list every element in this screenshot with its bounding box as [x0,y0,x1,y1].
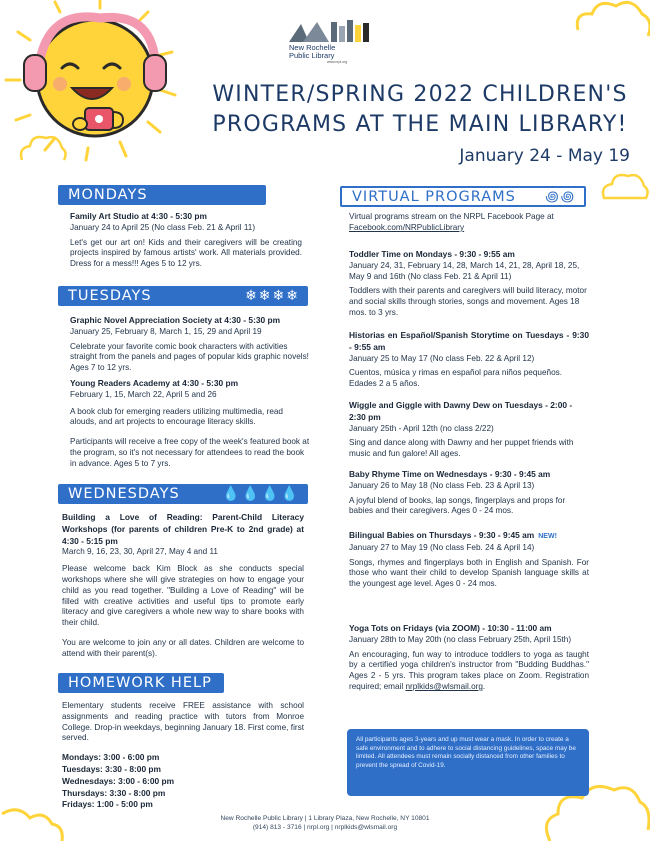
program-description: An encouraging, fun way to introduce toddlers to yoga as taught by a certified yoga children's instructor from "Budding Buddhas." Ages 2 - 5 yrs. This program takes place on Zoom. Registration required; email [349,649,589,691]
raindrop-icon: 💧💧💧💧 [222,486,300,502]
program-dates: January 28th to May 20th (no class February 25th, April 15th) [349,634,572,644]
cloud-icon [18,130,68,170]
program-description: A joyful blend of books, lap songs, fingerplays and props for babies and their caregivers. Ages 0 - 24 mos. [349,495,566,516]
program-dates: January 26 to May 18 (No class Feb. 23 & April 13) [349,480,535,490]
homework-hours-item: Fridays: 1:00 - 5:00 pm [62,799,153,810]
library-site: www.nrpl.org [327,60,348,64]
homework-hours-item: Tuesdays: 3:30 - 8:00 pm [62,763,161,774]
tuesdays-program-2 [70,378,310,470]
email-link[interactable]: nrplkids@wlsmail.org [405,681,483,691]
program-title: Young Readers Academy at 4:30 - 5:30 pm [70,378,239,388]
program-title: Bilingual Babies on Thursdays - 9:30 - 9:45 am [349,530,535,540]
program-title: Historias en Español/Spanish Storytime on Tuesdays - 9:30 - 9:55 am [349,330,589,352]
mondays-program-1 [70,211,302,270]
program-title: Yoga Tots on Fridays (via ZOOM) - 10:30 - 11:00 am [349,623,552,633]
homework-description: Elementary students receive FREE assistance with school assignments and reading practice with tutors from Monroe College. Drop-in weekdays, beginning January 18. First come, first served. [62,701,304,743]
homework-banner [58,673,224,693]
swirl-icon: ꩜꩜ [545,188,576,205]
library-logo-icon [289,20,373,42]
program-dates: February 1, 15, March 22, April 5 and 26 [70,389,217,399]
virtual-program-3 [349,400,589,460]
library-name-line2: Public Library [289,51,335,60]
homework-section [62,701,304,811]
virtual-intro [349,212,589,234]
page-title-line1: WINTER/SPRING 2022 CHILDREN'S [212,82,628,107]
virtual-heading: VIRTUAL PROGRAMS [352,188,516,205]
program-dates: January 25th - April 12th (no class 2/22) [349,423,494,433]
virtual-program-5 [349,530,589,590]
page-title-line2: PROGRAMS AT THE MAIN LIBRARY! [212,112,628,137]
program-description: Celebrate your favorite comic book characters with activities straight from the panels and pages of popular kids graphic novels! Ages 7 to 12 yrs. [70,341,309,373]
tuesdays-heading: TUESDAYS [68,288,152,304]
program-dates: January 24, 31, February 14, 28, March 14, 21, 28, April 18, 25, May 9 and 16th (No class Feb. 21 & April 11) [349,260,580,281]
facebook-link[interactable]: Facebook.com/NRPublicLibrary [349,222,465,232]
program-title: Toddler Time on Mondays - 9:30 - 9:55 am [349,249,515,259]
wednesdays-banner [58,484,308,504]
cloud-icon [570,0,650,62]
cloud-icon [600,168,650,208]
program-description: Please welcome back Kim Block as she conducts special workshops where she will give strategies on how to engage your child as you read together. "Building a Love of Reading" will be filled with creative activities and useful tips to promote early literacy and give caregivers a whole new way to share books with their child. [62,564,304,628]
program-dates: January 27 to May 19 (No class Feb. 24 & April 14) [349,542,535,552]
program-title: Graphic Novel Appreciation Society at 4:30 - 5:30 pm [70,315,281,325]
wednesdays-heading: WEDNESDAYS [68,486,180,502]
program-title: Baby Rhyme Time on Wednesdays - 9:30 - 9:45 am [349,469,551,479]
mondays-heading: MONDAYS [68,187,148,203]
program-description: You are welcome to join any or all dates. Children are welcome to attend with their parent(s). [62,637,304,658]
virtual-program-1 [349,249,589,319]
tuesdays-banner [58,286,308,306]
covid-notice: All participants ages 3-years and up must wear a mask. In order to create a safe environment and to adhere to social distancing guidelines, space may be limited. All attendees must remain socially distanced from other families to prevent the spread of Covid-19. [347,729,589,796]
library-logo [283,20,383,66]
virtual-program-6 [349,623,589,693]
program-description: Cuentos, música y rimas en español para niños pequeños. Edades 2 a 5 años. [349,368,562,389]
program-description: Let's get our art on! Kids and their caregivers will be creating projects inspired by famous artists' work. All materials provided. Dress for a mess!!! Ages 5 to 12 yrs. [70,237,302,269]
program-dates: January 25, February 8, March 1, 15, 29 and April 19 [70,326,262,336]
homework-hours-item: Thursdays: 3:30 - 8:00 pm [62,787,166,798]
homework-hours-item: Wednesdays: 3:00 - 6:00 pm [62,775,175,786]
program-title: Building a Love of Reading: Parent-Child Literacy Workshops (for parents of children Pre-K to 2nd grade) at 4:30 - 5:15 pm [62,512,304,546]
program-title: Wiggle and Giggle with Dawny Dew on Tuesdays - 2:00 - 2:30 pm [349,400,573,422]
virtual-intro-text: Virtual programs stream on the NRPL Facebook Page at [349,212,554,221]
program-dates: March 9, 16, 23, 30, April 27, May 4 and 11 [62,547,218,557]
date-range: January 24 - May 19 [459,146,630,166]
footer-contact: (914) 813 - 3716 | nrpl.org | nrplkids@wlsmail.org [252,824,398,831]
program-description: Toddlers with their parents and caregivers will build literacy, motor and social skills through stories, songs and movement. Ages 18 mos. to 3 yrs. [349,286,587,317]
homework-hours-item: Mondays: 3:00 - 6:00 pm [62,752,160,763]
virtual-banner [340,186,586,207]
library-name-line1: New Rochelle [289,43,336,52]
virtual-program-2 [349,330,589,390]
homework-heading: HOMEWORK HELP [68,675,212,691]
virtual-program-4 [349,469,589,517]
new-badge: NEW! [538,533,557,540]
program-description-end: . [482,681,486,691]
wednesdays-program-1 [62,512,304,660]
program-description: Songs, rhymes and fingerplays both in English and Spanish. For those who want their child to develop Spanish language skills at the youngest age level. Ages 0 - 24 mos. [349,557,589,589]
mondays-banner [58,185,266,205]
program-description: Sing and dance along with Dawny and her puppet friends with music and fun galore! All ages. [349,438,574,459]
program-description: A book club for emerging readers utilizing multimedia, read alouds, and art projects to encourage literacy skills. [70,406,283,427]
snowflake-icon: ❄❄❄❄ [245,288,300,304]
footer-address: New Rochelle Public Library | 1 Library Plaza, New Rochelle, NY 10801 [220,815,430,822]
program-title: Family Art Studio at 4:30 - 5:30 pm [70,211,207,221]
program-dates: January 25 to May 17 (No class Feb. 22 & April 12) [349,353,535,363]
tuesdays-program-1 [70,315,310,374]
program-dates: January 24 to April 25 (No class Feb. 21 & April 11) [70,222,256,232]
program-description: Participants will receive a free copy of the week's featured book at the program, so it's not necessary for attendees to read the book in advance. Ages 5 to 7 yrs. [70,437,310,468]
